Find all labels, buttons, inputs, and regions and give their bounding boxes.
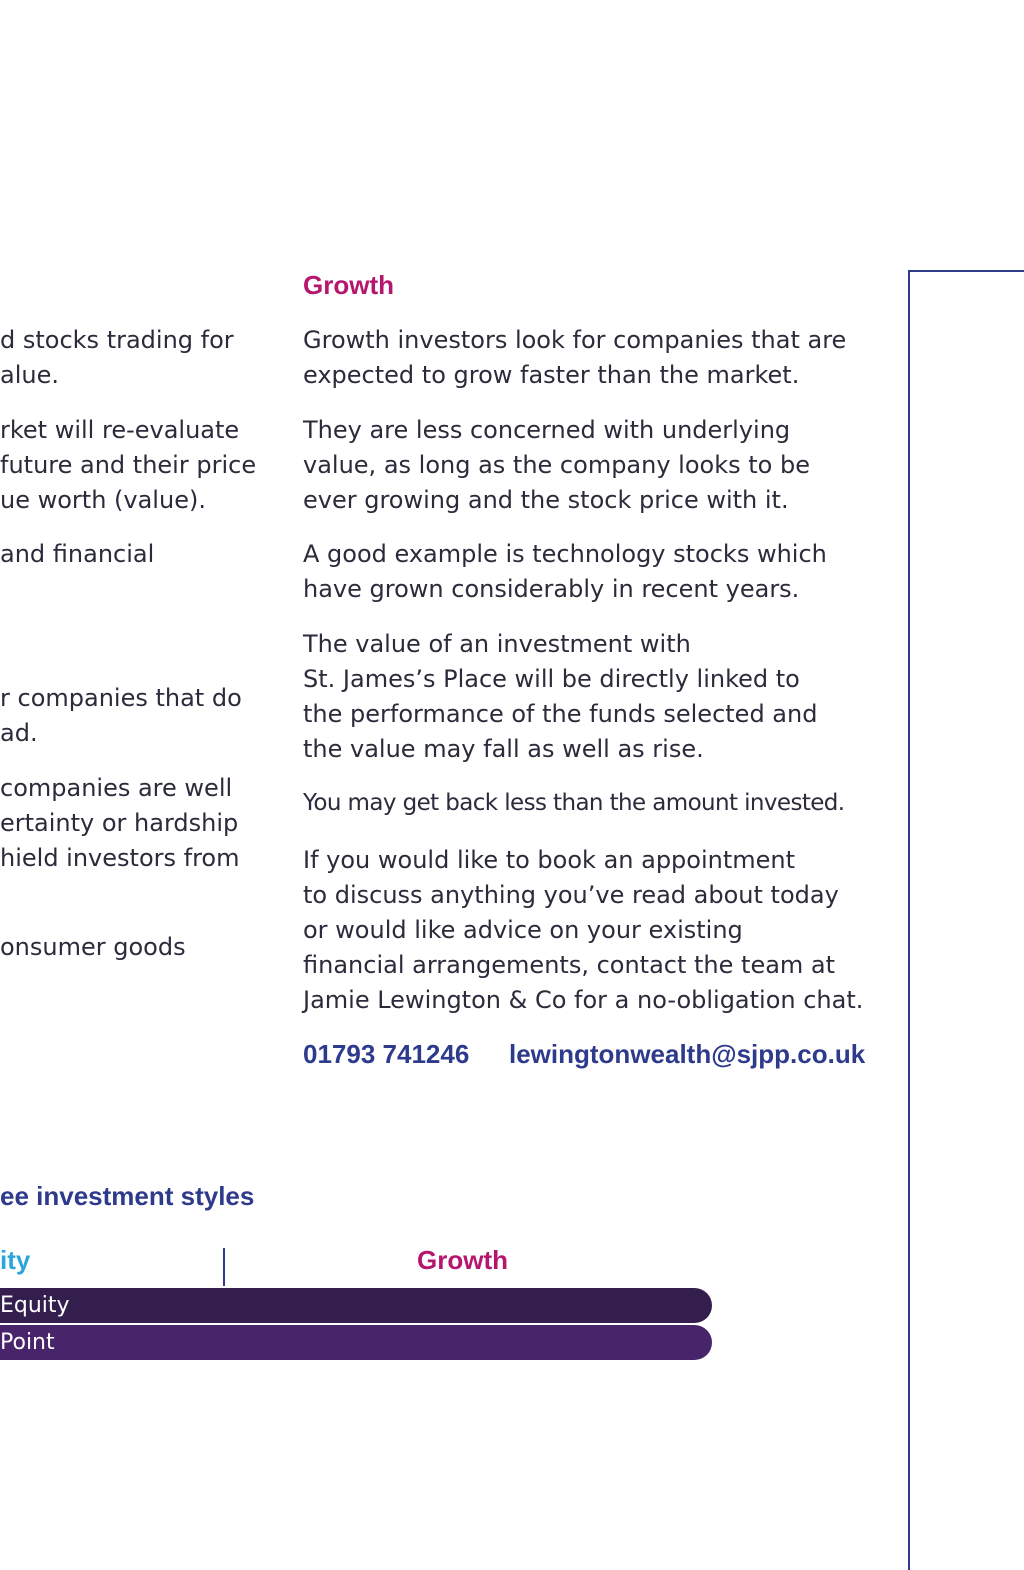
growth-heading: Growth — [303, 270, 394, 300]
left-paragraph-1: d stocks trading for alue. — [0, 326, 234, 389]
styles-title: ee investment styles — [0, 1181, 255, 1211]
styles-bar-equity — [0, 1288, 712, 1323]
styles-growth-label: Growth — [417, 1245, 508, 1275]
left-paragraph-2: rket will re-evaluate future and their price ue worth (value). — [0, 416, 257, 514]
growth-paragraph-2: They are less concerned with underlying value, as long as the company looks to be ever growing and the stock price with it. — [303, 416, 810, 514]
growth-paragraph-4: The value of an investment with St. James’s Place will be directly linked to the performance of the funds selected and the value may fall as well as rise. — [303, 630, 818, 763]
styles-bar-equity-label: Equity — [0, 1293, 70, 1318]
growth-paragraph-1: Growth investors look for companies that are expected to grow faster than the market. — [303, 326, 847, 389]
right-panel-frame — [908, 270, 1024, 1570]
styles-divider — [223, 1248, 225, 1286]
growth-paragraph-6: If you would like to book an appointment to discuss anything you’ve read about today or would like advice on your existing financial arrangements, contact the team at Jamie Lewington & Co for a no-obligation chat. — [303, 846, 864, 1014]
styles-bar-point-label: Point — [0, 1330, 55, 1355]
styles-left-label: ity — [0, 1245, 31, 1275]
growth-paragraph-3: A good example is technology stocks which have grown considerably in recent years. — [303, 540, 827, 603]
email-link[interactable]: lewingtonwealth@sjpp.co.uk — [509, 1039, 866, 1069]
left-paragraph-6: onsumer goods — [0, 933, 186, 961]
styles-bar-point — [0, 1325, 712, 1360]
left-paragraph-5: companies are well ertainty or hardship hield investors from — [0, 774, 240, 872]
left-paragraph-3: and financial — [0, 540, 155, 568]
growth-paragraph-5: You may get back less than the amount invested. — [303, 790, 845, 816]
left-paragraph-4: r companies that do ad. — [0, 684, 242, 747]
phone-number[interactable]: 01793 741246 — [303, 1039, 470, 1069]
